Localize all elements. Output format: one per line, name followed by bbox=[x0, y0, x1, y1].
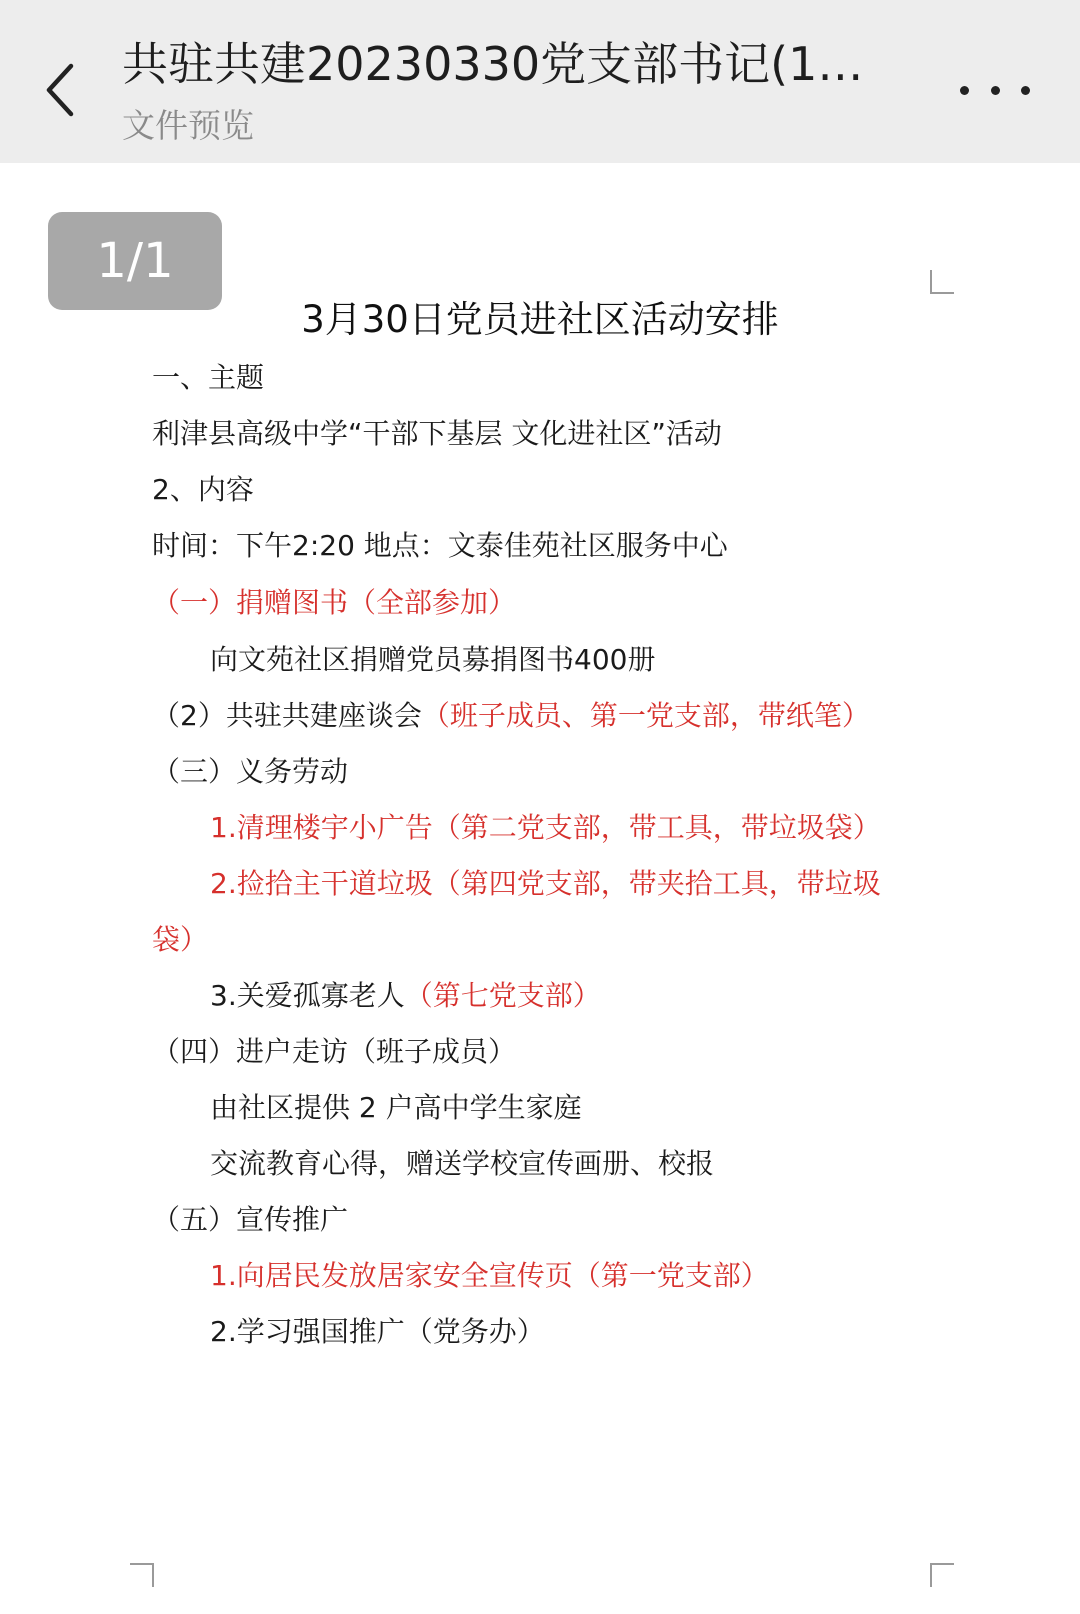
page-corner-mark bbox=[930, 1563, 954, 1587]
doc-line: （三）义务劳动 bbox=[152, 755, 349, 788]
doc-line: 3.关爱孤寡老人（第七党支部） bbox=[210, 979, 601, 1012]
page-corner-mark bbox=[930, 270, 954, 294]
doc-line: 交流教育心得，赠送学校宣传画册、校报 bbox=[210, 1147, 715, 1180]
more-dot-icon bbox=[960, 86, 969, 95]
more-options-button[interactable] bbox=[960, 70, 1030, 110]
doc-line: 利津县高级中学“干部下基层 文化进社区”活动 bbox=[152, 417, 722, 450]
doc-line: 一、主题 bbox=[152, 361, 265, 394]
file-title: 共驻共建20230330党支部书记(1… bbox=[122, 37, 864, 91]
page-corner-mark bbox=[130, 1563, 154, 1587]
doc-line: （2）共驻共建座谈会（班子成员、第一党支部，带纸笔） bbox=[152, 699, 870, 732]
doc-line: 2、内容 bbox=[152, 473, 254, 506]
doc-line: （四）进户走访（班子成员） bbox=[152, 1035, 517, 1068]
doc-line: 2.学习强国推广（党务办） bbox=[210, 1315, 545, 1348]
page-indicator: 1/1 bbox=[48, 212, 222, 310]
more-dot-icon bbox=[1021, 86, 1030, 95]
doc-line: （五）宣传推广 bbox=[152, 1203, 349, 1236]
doc-line: 袋） bbox=[152, 923, 209, 956]
doc-line: （一）捐赠图书（全部参加） bbox=[152, 586, 517, 619]
doc-line: 1.清理楼宇小广告（第二党支部，带工具，带垃圾袋） bbox=[210, 811, 881, 844]
document-title: 3月30日党员进社区活动安排 bbox=[301, 298, 779, 341]
chevron-left-icon bbox=[43, 62, 77, 118]
top-bar bbox=[0, 0, 1080, 163]
back-button[interactable] bbox=[30, 55, 90, 125]
file-subtitle: 文件预览 bbox=[122, 106, 254, 145]
doc-line: 2.捡拾主干道垃圾（第四党支部，带夹拾工具，带垃圾 bbox=[210, 867, 881, 900]
doc-line: 时间：下午2:20 地点：文泰佳苑社区服务中心 bbox=[152, 529, 728, 562]
doc-line: 向文苑社区捐赠党员募捐图书400册 bbox=[210, 643, 656, 676]
doc-line: 1.向居民发放居家安全宣传页（第一党支部） bbox=[210, 1259, 769, 1292]
more-dot-icon bbox=[991, 86, 1000, 95]
doc-line: 由社区提供 2 户高中学生家庭 bbox=[210, 1091, 582, 1124]
